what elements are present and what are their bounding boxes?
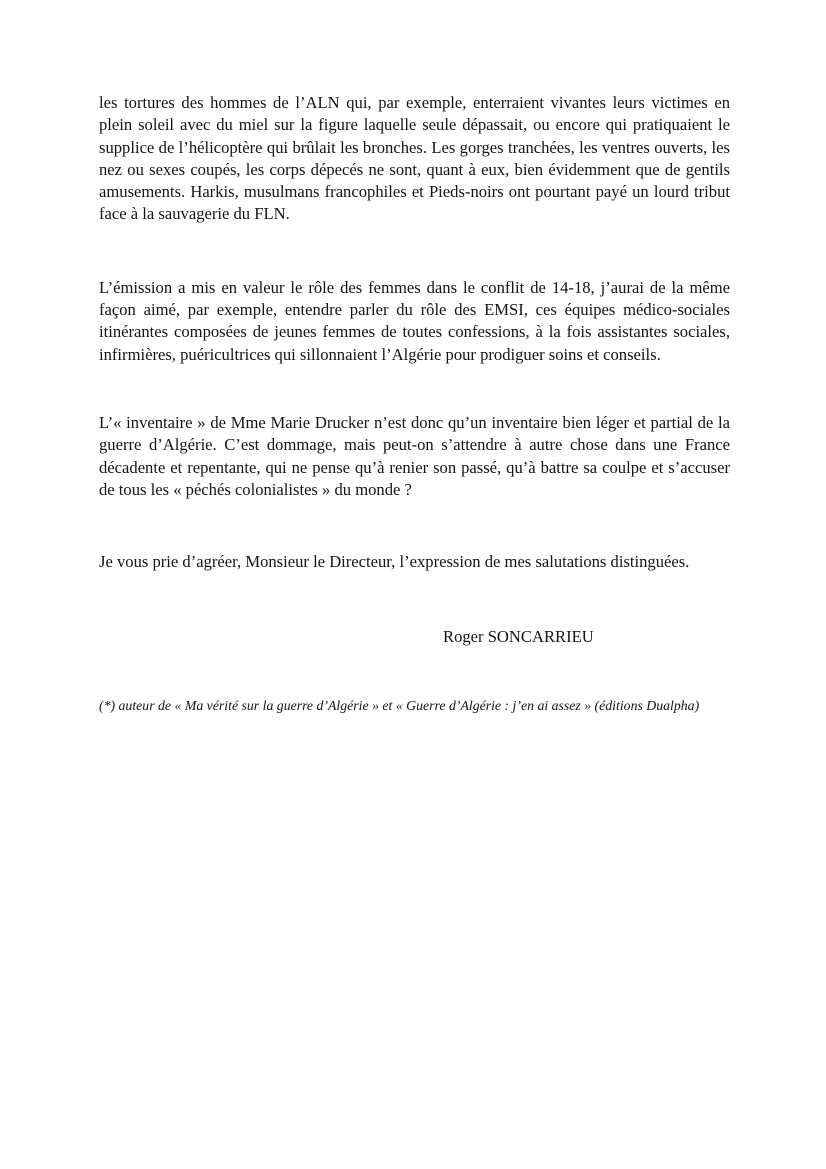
footnote-author-books: (*) auteur de « Ma vérité sur la guerre d’Algérie » et « Guerre d’Algérie : j’en ai assez » (éditions Dualpha) [99,697,700,713]
signature-name: Roger SONCARRIEU [443,627,594,647]
closing-salutation: Je vous prie d’agréer, Monsieur le Directeur, l’expression de mes salutations distinguées. [99,552,690,572]
paragraph-emission-emsi: L’émission a mis en valeur le rôle des femmes dans le conflit de 14-18, j’aurai de la même façon aimé, par exemple, entendre parler du rôle des EMSI, ces équipes médico-sociales itinérantes composées de jeunes femmes de toutes confessions, à la fois assistantes sociales, infirmières, puéricultrices qui sillonnaient l’Algérie pour prodiguer soins et conseils. [99,277,730,364]
paragraph-torture-aln: les tortures des hommes de l’ALN qui, par exemple, enterraient vivantes leurs victimes en plein soleil avec du miel sur la figure laquelle seule dépassait, ou encore qui pratiquaient le supplice de l’hélicoptère qui brûlait les bronches. Les gorges tranchées, les ventres ouverts, les nez ou sexes coupés, les corps dépecés ne sont, quant à eux, bien évidemment que de gentils amusements. Harkis, musulmans francophiles et Pieds-noirs ont pourtant payé un lourd tribut face à la sauvagerie du FLN. [99,93,730,224]
paragraph-inventaire-drucker: L’« inventaire » de Mme Marie Drucker n’est donc qu’un inventaire bien léger et partial de la guerre d’Algérie. C’est dommage, mais peut-on s’attendre à autre chose dans une France décadente et repentante, qui ne pense qu’à renier son passé, qu’à battre sa coulpe et s’accuser de tous les « péchés colonialistes » du monde ? [99,412,730,499]
